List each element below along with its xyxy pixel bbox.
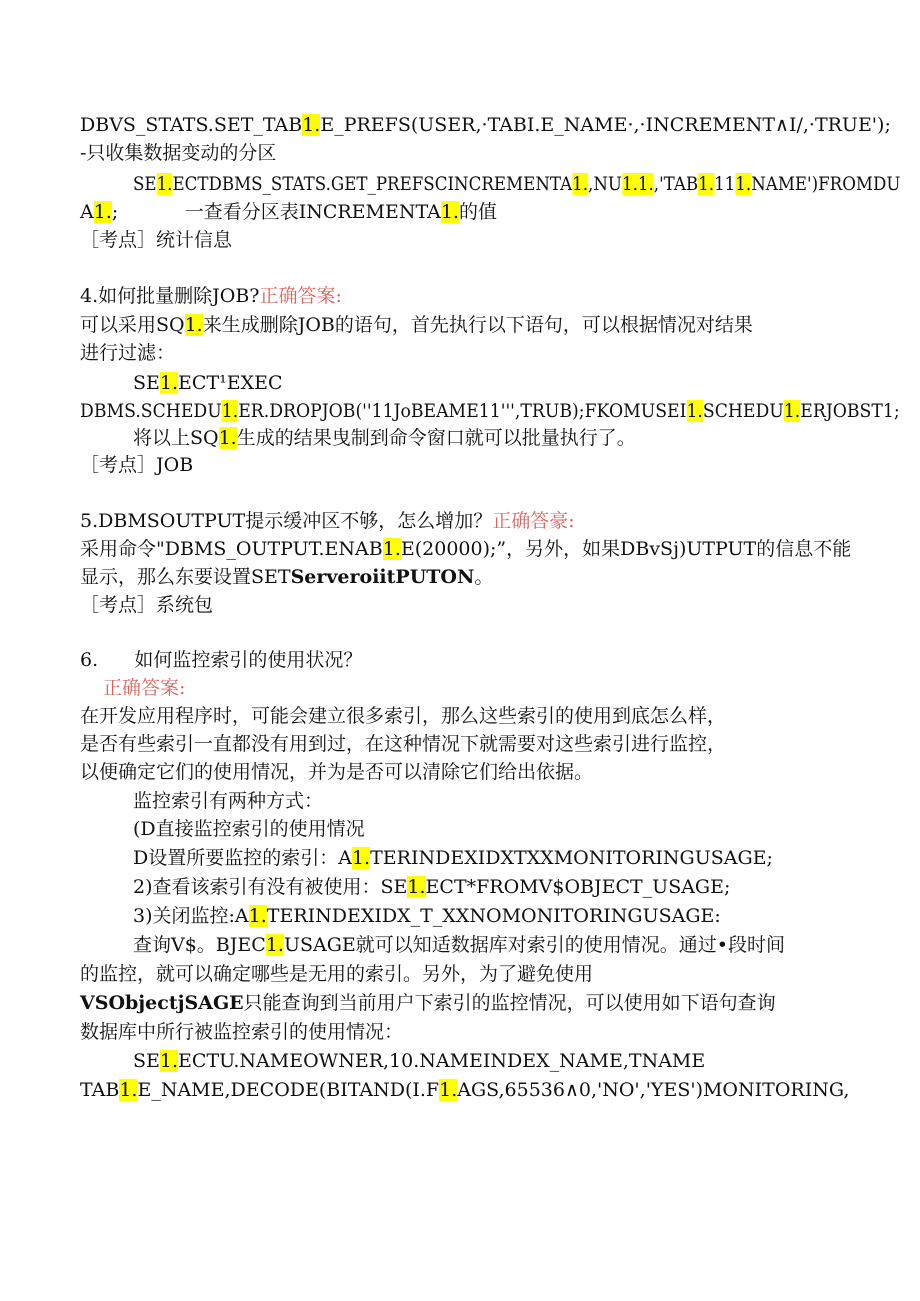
text-segment: 是否有些索引一直都没有用到过，在这种情况下就需要对这些索引进行监控， bbox=[80, 733, 727, 755]
text-line bbox=[80, 1077, 849, 1103]
text-segment: TERINDEXIDX_T_XXNOMONITORINGUSAGE: bbox=[266, 905, 721, 927]
highlight-mark: 1. bbox=[637, 173, 654, 195]
highlight-mark: 1. bbox=[698, 173, 715, 195]
text-segment: SCHEDU bbox=[702, 400, 784, 422]
text-segment: 2)查看该索引有没有被使用：SE bbox=[133, 876, 408, 898]
highlight-mark: 1. bbox=[382, 538, 401, 560]
text-line bbox=[133, 788, 323, 814]
text-line bbox=[80, 140, 276, 166]
text-segment: 的监控，就可以确定哪些是无用的索引。另外，为了避免使用 bbox=[80, 963, 594, 985]
text-segment: ［考点］JOB bbox=[80, 454, 194, 476]
text-line bbox=[133, 425, 636, 451]
highlight-mark: 1. bbox=[156, 173, 173, 195]
text-segment: 的值 bbox=[459, 201, 498, 223]
highlight-mark: 1. bbox=[93, 201, 112, 223]
text-line bbox=[133, 816, 365, 842]
text-segment: 查询V$。BJEC bbox=[133, 934, 266, 956]
text-line bbox=[80, 227, 232, 253]
text-line bbox=[133, 171, 900, 197]
answer-label: 正确答案: bbox=[259, 285, 342, 307]
text-segment: 来生成删除JOB的语句，首先执行以下语句，可以根据情况对结果 bbox=[202, 314, 753, 336]
text-line bbox=[133, 903, 721, 929]
text-line bbox=[80, 283, 342, 309]
text-segment: 。 bbox=[474, 566, 494, 588]
highlight-mark: 1. bbox=[218, 427, 237, 449]
text-segment: ECT¹EXEC bbox=[178, 372, 283, 394]
text-segment: ECT*FROMV$OBJECT_USAGE; bbox=[425, 876, 731, 898]
text-segment: 生成的结果曳制到命令窗口就可以批量执行了。 bbox=[236, 427, 636, 449]
text-segment: TAB bbox=[80, 1079, 120, 1101]
text-segment: D设置所要监控的索引：A bbox=[133, 847, 352, 869]
text-segment: DBVS_STATS.SET_TAB bbox=[80, 114, 303, 136]
text-segment: 11 bbox=[714, 173, 736, 195]
highlight-mark: 1. bbox=[439, 1079, 458, 1101]
text-segment: 4.如何批量删除JOB? bbox=[80, 285, 260, 307]
text-line bbox=[80, 508, 575, 534]
text-segment: 可以采用SQ bbox=[80, 314, 185, 336]
highlight-mark: 1. bbox=[159, 372, 179, 394]
text-segment: 只能查询到当前用户下索引的监控情况，可以使用如下语句查询 bbox=[243, 992, 776, 1014]
text-segment: 3)关闭监控:A bbox=[133, 905, 249, 927]
text-line bbox=[80, 731, 726, 757]
text-segment: ,'TAB bbox=[653, 173, 699, 195]
text-segment: 采用命令"DBMS_OUTPUT.ENAB bbox=[80, 538, 383, 560]
text-line bbox=[80, 703, 726, 729]
text-segment: ［考点］系统包 bbox=[80, 594, 214, 616]
highlight-mark: 1. bbox=[783, 400, 801, 422]
answer-label: 正确答豪: bbox=[492, 510, 575, 532]
text-segment: 以便确定它们的使用情况，并为是否可以清除它们给出依据。 bbox=[80, 761, 594, 783]
text-segment: ECTU.NAMEOWNER,10.NAMEINDEX_NAME,TNAME bbox=[178, 1050, 706, 1072]
highlight-mark: 1. bbox=[184, 314, 203, 336]
text-segment: SE bbox=[133, 372, 160, 394]
highlight-mark: 1. bbox=[735, 173, 752, 195]
highlight-mark: 1. bbox=[119, 1079, 138, 1101]
text-segment: ER.DROPJOB(''11JoBEAME11''',TRUB);FKOMUSEI bbox=[238, 400, 687, 422]
text-segment: E(20000);”，另外，如果DBvSj)UTPUT的信息不能 bbox=[400, 538, 852, 560]
text-segment: A bbox=[80, 201, 94, 223]
highlight-mark: 1. bbox=[302, 114, 321, 136]
text-segment: 在开发应用程序时，可能会建立很多索引，那么这些索引的使用到底怎么样， bbox=[80, 705, 727, 727]
text-line bbox=[133, 1048, 705, 1074]
text-line bbox=[80, 312, 753, 338]
text-segment: (D直接监控索引的使用情况 bbox=[133, 818, 365, 840]
text-segment: ; 一查看分区表INCREMENTA bbox=[111, 201, 441, 223]
text-segment: E_PREFS(USER,·TABI.E_NAME·,·INCREMENT∧I/,·TRUE'); bbox=[320, 114, 891, 136]
text-segment: 5.DBMSOUTPUT提示缓冲区不够，怎么增加？ bbox=[80, 510, 493, 532]
text-segment: 进行过滤： bbox=[80, 342, 176, 364]
text-line bbox=[80, 990, 776, 1016]
text-segment: ServeroiitPUTON bbox=[290, 566, 475, 588]
highlight-mark: 1. bbox=[265, 934, 284, 956]
text-line bbox=[80, 1019, 403, 1045]
highlight-mark: 1. bbox=[621, 173, 638, 195]
text-line bbox=[80, 536, 851, 562]
highlight-mark: 1. bbox=[159, 1050, 179, 1072]
text-segment: ERJOBST1; bbox=[800, 400, 900, 422]
text-line bbox=[80, 398, 900, 424]
text-segment: NAME')FROMDU bbox=[751, 173, 901, 195]
text-line bbox=[80, 452, 193, 478]
text-segment: 6. 如何监控索引的使用状况？ bbox=[80, 649, 363, 671]
text-line bbox=[80, 647, 362, 673]
text-segment: AGS,65536∧0,'NO','YES')MONITORING, bbox=[457, 1079, 850, 1101]
text-segment: DBMS.SCHEDU bbox=[80, 400, 222, 422]
highlight-mark: 1. bbox=[440, 201, 459, 223]
text-line bbox=[80, 340, 175, 366]
text-segment: 数据库中所行被监控索引的使用情况： bbox=[80, 1021, 404, 1043]
text-line bbox=[133, 874, 730, 900]
highlight-mark: 1. bbox=[407, 876, 426, 898]
highlight-mark: 1. bbox=[248, 905, 267, 927]
text-line bbox=[133, 845, 773, 871]
text-segment: ［考点］统计信息 bbox=[80, 229, 233, 251]
text-segment: SE bbox=[133, 173, 157, 195]
text-segment: E_NAME,DECODE(BITAND(I.F bbox=[137, 1079, 440, 1101]
text-segment: ,NU bbox=[588, 173, 622, 195]
highlight-mark: 1. bbox=[686, 400, 703, 422]
text-segment: VSObjectjSAGE bbox=[80, 992, 244, 1014]
text-segment: TERINDEXIDXTXXMONITORINGUSAGE; bbox=[370, 847, 773, 869]
text-line bbox=[80, 564, 493, 590]
text-segment: ECTDBMS_STATS.GET_PREFSCINCREMENTA bbox=[172, 173, 573, 195]
text-line bbox=[80, 759, 593, 785]
text-line bbox=[133, 932, 785, 958]
text-segment: -只收集数据变动的分区 bbox=[80, 142, 277, 164]
text-segment: USAGE就可以知适数据库对索引的使用情况。通过•段时间 bbox=[283, 934, 785, 956]
text-segment: SE bbox=[133, 1050, 160, 1072]
text-segment: 显示，那么东要设置SET bbox=[80, 566, 291, 588]
answer-label: 正确答案: bbox=[103, 677, 186, 699]
text-segment: 监控索引有两种方式： bbox=[133, 790, 324, 812]
highlight-mark: 1. bbox=[351, 847, 371, 869]
highlight-mark: 1. bbox=[221, 400, 239, 422]
text-segment: 将以上SQ bbox=[133, 427, 219, 449]
text-line bbox=[80, 961, 593, 987]
text-line bbox=[133, 370, 283, 396]
text-line bbox=[80, 199, 497, 225]
text-line bbox=[80, 112, 891, 138]
text-line bbox=[80, 592, 213, 618]
highlight-mark: 1. bbox=[572, 173, 589, 195]
text-line bbox=[103, 675, 185, 701]
